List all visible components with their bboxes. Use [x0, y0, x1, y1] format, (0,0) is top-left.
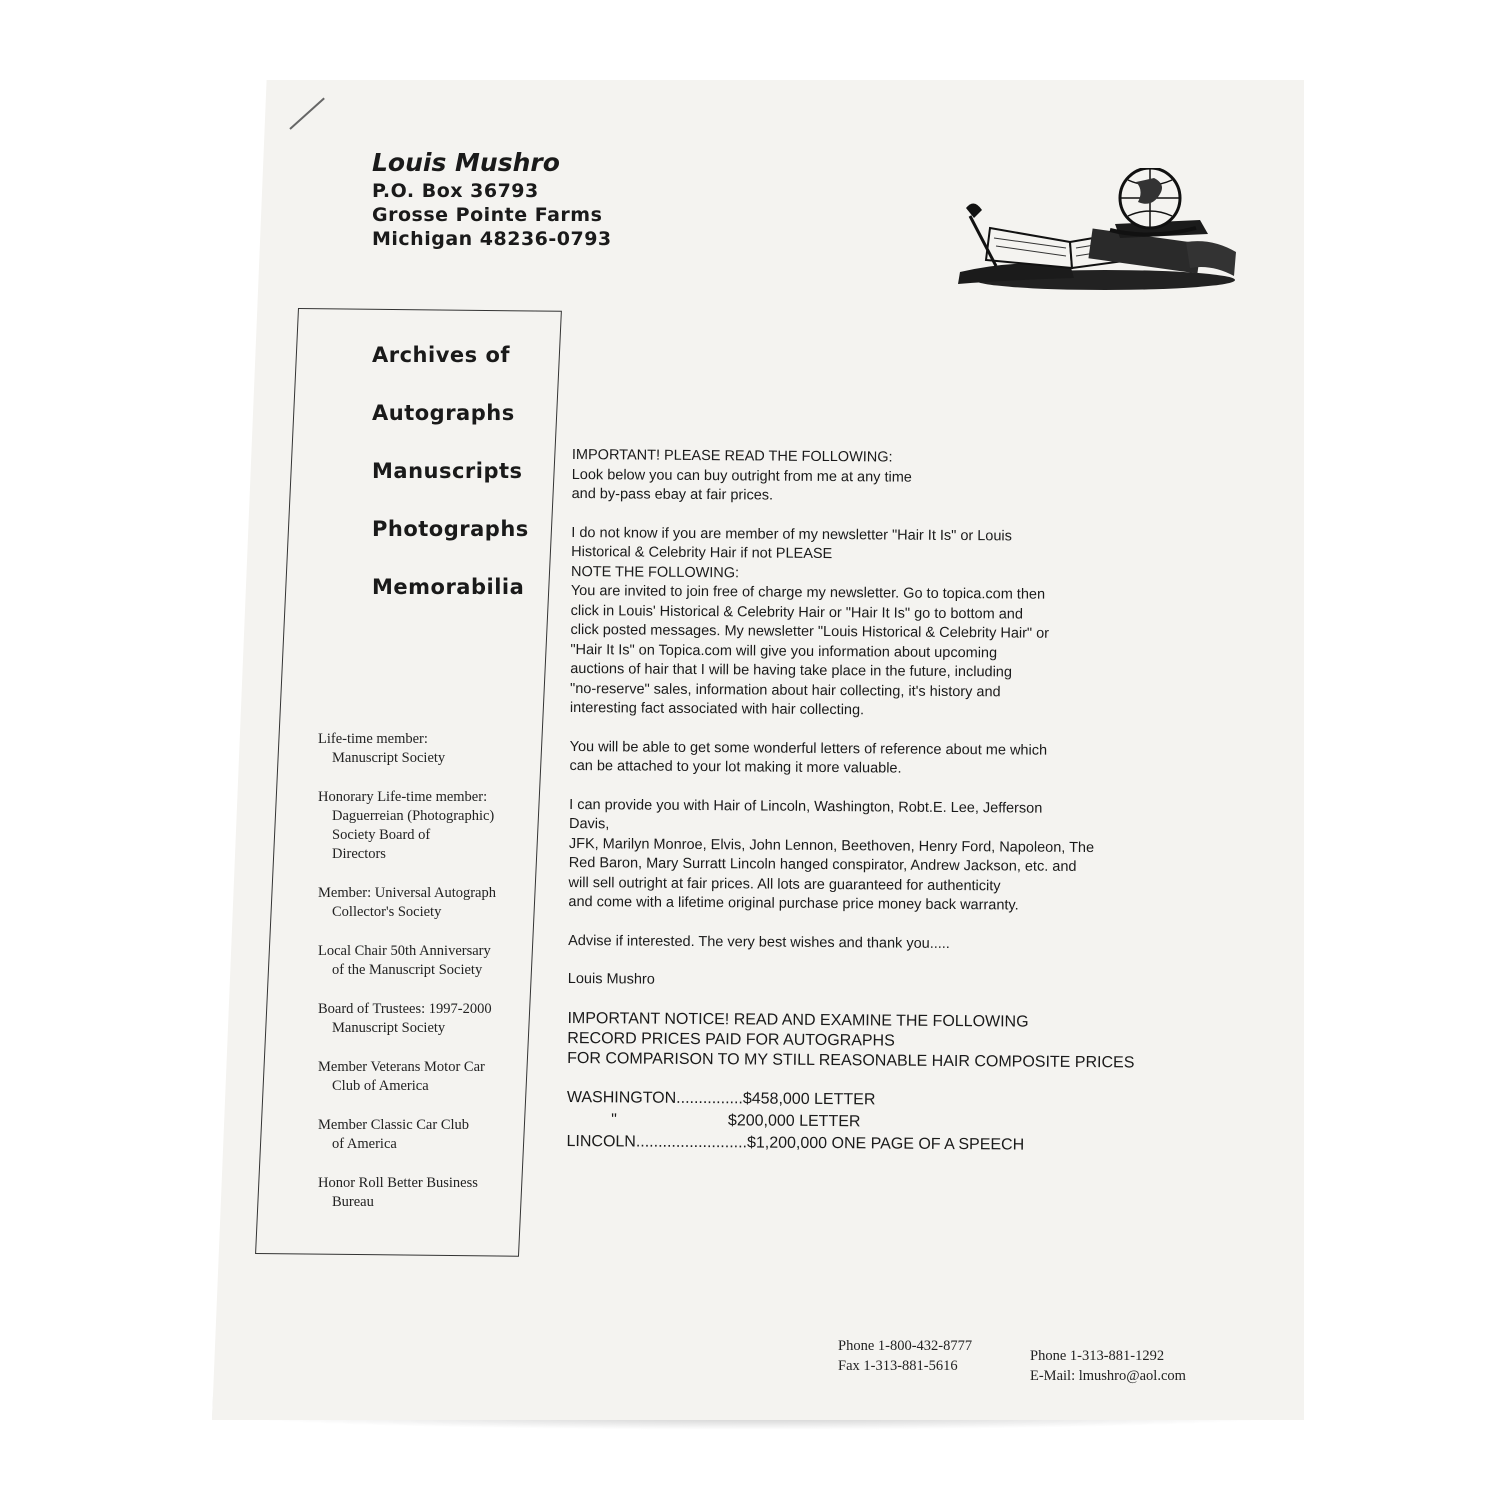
- price-row: LINCOLN.........................$1,200,000 ONE PAGE OF A SPEECH: [566, 1132, 1025, 1154]
- letter-closing: Advise if interested. The very best wishes and thank you.....: [568, 932, 950, 952]
- category-autographs: Autographs: [372, 401, 515, 425]
- letterhead-header: [372, 148, 612, 251]
- category-list: [372, 340, 529, 630]
- membership-item: Honorary Life-time member: Daguerreian (Photographic) Society Board of Directors: [318, 789, 495, 862]
- membership-item: Local Chair 50th Anniversary of the Manuscript Society: [318, 943, 491, 978]
- sender-name: Louis Mushro: [372, 148, 560, 177]
- price-row: " $200,000 LETTER: [566, 1110, 861, 1130]
- record-prices-list: [566, 1086, 1206, 1157]
- membership-item: Honor Roll Better Business Bureau: [318, 1175, 478, 1210]
- category-manuscripts: Manuscripts: [372, 459, 523, 483]
- letter-paragraph-intro: IMPORTANT! PLEASE READ THE FOLLOWING: Look below you can buy outright from me at any time and by-pass ebay at fair prices.: [571, 446, 912, 504]
- phone-number: Phone 1-800-432-8777: [838, 1338, 973, 1354]
- phone-number-local: Phone 1-313-881-1292: [1030, 1348, 1165, 1364]
- globe-and-books-emblem: [950, 168, 1240, 303]
- letter-paragraph-newsletter: I do not know if you are member of my newsletter "Hair It Is" or Louis Historical & Celebrity Hair if not PLEASE NOTE THE FOLLOWING: You are invited to join free of charge my newsletter. Go to topica.com then click in Louis' Historical & Celebrity Hair or "Hair It Is" go to bottom and click posted messages. My newsletter "Louis Historical & Celebrity Hair" or "Hair It Is" on Topica.com will give you information about upcoming auctions of hair that I will be having take place in the future, including "no-reserve" sales, information about hair collecting, it's history and interesting fact associated with hair collecting.: [569, 524, 1050, 719]
- email-address: E-Mail: lmushro@aol.com: [1030, 1368, 1186, 1384]
- address-line-1: P.O. Box 36793: [372, 180, 539, 202]
- letter-body: [566, 446, 1212, 1158]
- letter-paragraph-hair-offer: I can provide you with Hair of Lincoln, Washington, Robt.E. Lee, Jefferson Davis, JFK, Marilyn Monroe, Elvis, John Lennon, Beethoven, Henry Ford, Napoleon, The Red Baron, Mary Surratt Lincoln hanged conspirator, Andrew Jackson, etc. and will sell outright at fair prices. All lots are guaranteed for authenticity and come with a lifetime original purchase price money back warranty.: [568, 796, 1095, 914]
- letter-signature: Louis Mushro: [567, 970, 655, 988]
- address-line-2: Grosse Pointe Farms: [372, 204, 603, 226]
- letter-paragraph-references: You will be able to get some wonderful letters of reference about me which can be attached to your lot making it more valuable.: [569, 738, 1048, 777]
- category-archives: Archives of: [372, 343, 511, 367]
- membership-item: Member Veterans Motor Car Club of America: [318, 1059, 485, 1094]
- price-notice: IMPORTANT NOTICE! READ AND EXAMINE THE FOLLOWING RECORD PRICES PAID FOR AUTOGRAPHS FOR COMPARISON TO MY STILL REASONABLE HAIR COMPOSITE PRICES: [567, 1009, 1135, 1071]
- contact-phone-email: [1030, 1346, 1186, 1386]
- membership-item: Life-time member: Manuscript Society: [318, 731, 446, 766]
- fax-number: Fax 1-313-881-5616: [838, 1358, 958, 1374]
- membership-item: Member: Universal Autograph Collector's Society: [318, 885, 496, 920]
- membership-item: Member Classic Car Club of America: [318, 1117, 470, 1152]
- membership-list: [318, 730, 553, 1232]
- contact-phone-fax: [838, 1336, 972, 1376]
- price-row: WASHINGTON...............$458,000 LETTER: [566, 1088, 876, 1108]
- category-memorabilia: Memorabilia: [372, 575, 525, 599]
- category-photographs: Photographs: [372, 517, 529, 541]
- address-line-3: Michigan 48236-0793: [372, 228, 612, 250]
- membership-item: Board of Trustees: 1997-2000 Manuscript Society: [318, 1001, 492, 1036]
